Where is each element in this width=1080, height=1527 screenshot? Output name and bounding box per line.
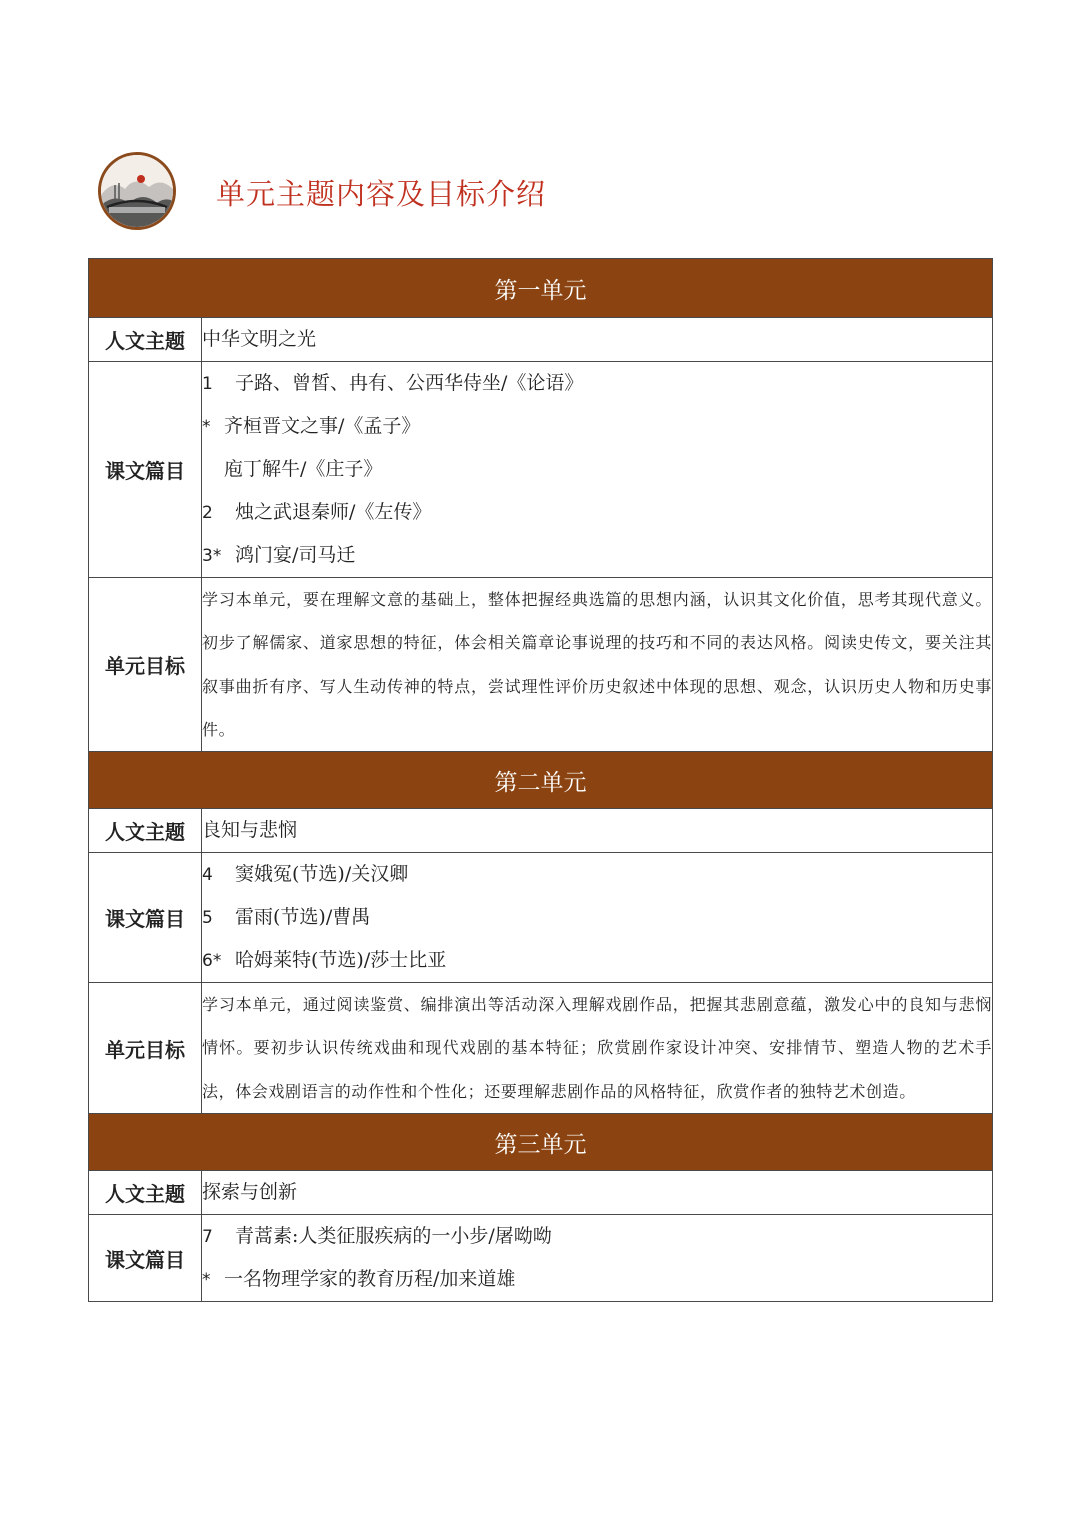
texts-row	[89, 853, 993, 983]
texts-row	[89, 1215, 993, 1302]
theme-value	[202, 1171, 993, 1215]
text-title: 齐桓晋文之事/《孟子》	[224, 415, 421, 437]
goal-row	[89, 983, 993, 1114]
theme-value	[202, 318, 993, 362]
text-number: 7	[202, 1227, 213, 1248]
ink-landscape-icon	[98, 152, 176, 230]
text-item	[202, 534, 992, 577]
goal-label: 单元目标	[89, 983, 202, 1114]
units-table	[88, 258, 993, 1302]
unit-header-row	[89, 1114, 993, 1171]
unit-header: 第一单元	[89, 259, 993, 318]
text-number: 5	[202, 908, 213, 929]
text-title: 鸿门宴/司马迁	[235, 544, 356, 566]
goal-text: 学习本单元，通过阅读鉴赏、编排演出等活动深入理解戏剧作品，把握其悲剧意蕴，激发心中的良知与悲悯情怀。要初步认识传统戏曲和现代戏剧的基本特征；欣赏剧作家设计冲突、安排情节、塑造人物的艺术手法，体会戏剧语言的动作性和个性化；还要理解悲剧作品的风格特征，欣赏作者的独特艺术创造。	[202, 995, 992, 1101]
text-item	[202, 448, 992, 491]
text-number: 1	[202, 374, 213, 394]
goal-label: 单元目标	[89, 578, 202, 752]
texts-list	[202, 1215, 993, 1302]
goal-cell	[202, 578, 993, 752]
texts-label: 课文篇目	[89, 1215, 202, 1302]
text-title: 窦娥冤(节选)/关汉卿	[235, 863, 409, 886]
text-number: 6*	[202, 951, 222, 972]
text-item	[202, 491, 992, 534]
text-item	[202, 1215, 992, 1258]
text-title: 烛之武退秦师/《左传》	[235, 501, 432, 523]
text-item	[202, 362, 992, 405]
goal-text: 学习本单元，要在理解文意的基础上，整体把握经典选篇的思想内涵，认识其文化价值，思考其现代意义。初步了解儒家、道家思想的特征，体会相关篇章论事说理的技巧和不同的表达风格。阅读史传文，要关注其叙事曲折有序、写人生动传神的特点，尝试理性评价历史叙述中体现的思想、观念，认识历史人物和历史事件。	[202, 590, 992, 739]
texts-row	[89, 362, 993, 578]
text-number: *	[202, 417, 211, 437]
page-title: 单元主题内容及目标介绍	[216, 177, 547, 211]
goal-cell	[202, 983, 993, 1114]
theme-row	[89, 809, 993, 853]
theme-label: 人文主题	[89, 1171, 202, 1215]
text-item	[202, 896, 992, 939]
unit-header: 第三单元	[89, 1114, 993, 1171]
text-title: 子路、曾皙、冉有、公西华侍坐/《论语》	[235, 372, 584, 394]
unit-header-row	[89, 752, 993, 809]
texts-label: 课文篇目	[89, 362, 202, 578]
text-number: 2	[202, 503, 213, 523]
theme-text: 探索与创新	[202, 1181, 298, 1204]
texts-label: 课文篇目	[89, 853, 202, 983]
text-item	[202, 405, 992, 448]
text-title: 雷雨(节选)/曹禺	[235, 906, 371, 929]
text-title: 庖丁解牛/《庄子》	[224, 458, 383, 480]
text-item	[202, 1258, 992, 1301]
theme-label: 人文主题	[89, 809, 202, 853]
text-number: *	[202, 1270, 211, 1291]
theme-text: 良知与悲悯	[202, 819, 298, 842]
theme-label: 人文主题	[89, 318, 202, 362]
text-number: 4	[202, 865, 213, 886]
text-title: 一名物理学家的教育历程/加来道雄	[224, 1268, 516, 1291]
unit-header: 第二单元	[89, 752, 993, 809]
text-item	[202, 853, 992, 896]
text-number: 3*	[202, 546, 222, 566]
text-title: 青蒿素:人类征服疾病的一小步/屠呦呦	[235, 1225, 552, 1248]
goal-row	[89, 578, 993, 752]
unit-header-row	[89, 259, 993, 318]
theme-value	[202, 809, 993, 853]
theme-row	[89, 1171, 993, 1215]
texts-list	[202, 362, 993, 578]
theme-text: 中华文明之光	[202, 328, 317, 350]
theme-row	[89, 318, 993, 362]
texts-list	[202, 853, 993, 983]
text-item	[202, 939, 992, 982]
text-title: 哈姆莱特(节选)/莎士比亚	[235, 949, 447, 972]
